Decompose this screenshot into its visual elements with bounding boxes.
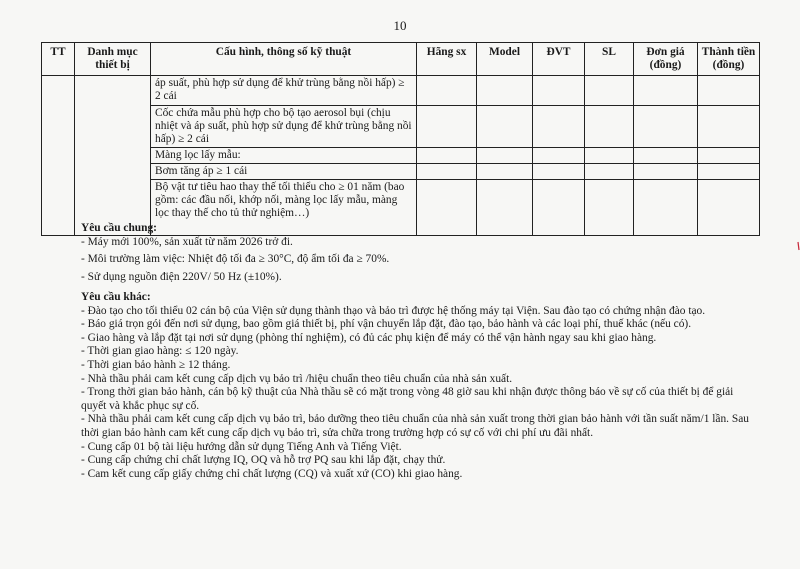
requirement-item: - Cung cấp chứng chỉ chất lượng IQ, OQ và hỗ trợ PQ sau khi lắp đặt, chạy thử. (81, 454, 446, 467)
header-total: Thành tiền (đồng) (698, 43, 760, 76)
requirement-item: - Thời gian bảo hành ≥ 12 tháng. (81, 358, 231, 371)
requirement-item: - Sử dụng nguồn điện 220V/ 50 Hz (±10%). (81, 270, 282, 283)
header-unit-price: Đơn giá (đồng) (634, 43, 698, 76)
config-cell: Bộ vật tư tiêu hao thay thế tối thiểu cho ≥ 01 năm (bao gồm: các đầu nối, khớp nối, màng lọc lấy mẫu, màng lọc thay thế cho tủ thử nghiệm…) (151, 180, 417, 236)
table-row (42, 76, 760, 106)
cell-tt (42, 76, 75, 236)
config-cell: áp suất, phù hợp sử dụng để khử trùng bằng nồi hấp) ≥ 2 cái (151, 76, 417, 106)
other-requirements-title: Yêu cầu khác: (81, 291, 151, 303)
header-manufacturer: Hãng sx (417, 43, 477, 76)
requirement-item: - Cam kết cung cấp giấy chứng chỉ chất lượng (CQ) và xuất xứ (CO) khi giao hàng. (81, 467, 463, 480)
general-requirements-title: Yêu cầu chung: (81, 222, 157, 234)
other-requirements (81, 291, 761, 481)
header-model: Model (477, 43, 533, 76)
config-cell: Bơm tăng áp ≥ 1 cái (151, 164, 417, 180)
header-category: Danh mục thiết bị (75, 43, 151, 76)
requirement-item: - Thời gian giao hàng: ≤ 120 ngày. (81, 345, 239, 358)
requirement-item: - Cung cấp 01 bộ tài liệu hướng dẫn sử dụng Tiếng Anh và Tiếng Việt. (81, 440, 402, 453)
header-quantity: SL (585, 43, 634, 76)
config-cell: Màng lọc lấy mẫu: (151, 148, 417, 164)
requirement-item: - Môi trường làm việc: Nhiệt độ tối đa ≥ 30°C, độ ẩm tối đa ≥ 70%. (81, 253, 390, 266)
requirement-item: - Máy mới 100%, sản xuất từ năm 2026 trở đi. (81, 235, 293, 248)
page-number: 10 (393, 18, 407, 33)
header-unit: ĐVT (533, 43, 585, 76)
requirement-item: - Đào tạo cho tối thiểu 02 cán bộ của Viện sử dụng thành thạo và bảo trì được hệ thống máy tại Viện. Sau đào tạo có chứng nhận đào tạo. (81, 304, 706, 317)
config-cell: Cốc chứa mẫu phù hợp cho bộ tạo aerosol bụi (chịu nhiệt và áp suất, phù hợp sử dụng để khử trùng bằng nồi hấp) ≥ 2 cái (151, 106, 417, 148)
requirement-item: - Nhà thầu phải cam kết cung cấp dịch vụ bảo trì /hiệu chuẩn theo tiêu chuẩn của nhà sản xuất. (81, 372, 513, 385)
cell-category (75, 76, 151, 236)
requirement-item: - Trong thời gian bảo hành, cán bộ kỹ thuật của Nhà thầu sẽ có mặt trong vòng 48 giờ sau khi nhận được thông báo về sự cố của thiết bị để giải quyết và khắc phục sự cố. (81, 386, 734, 412)
table-header-row (42, 43, 760, 76)
spec-table (41, 42, 760, 236)
red-seal-stamp (768, 208, 800, 284)
general-requirements (81, 222, 761, 284)
requirement-item: - Báo giá trọn gói đến nơi sử dụng, bao gồm giá thiết bị, phí vận chuyển lắp đặt, đào tạo, bảo hành và các loại phí, thuế khác (nếu có). (81, 318, 692, 331)
header-tt: TT (42, 43, 75, 76)
requirement-item: - Nhà thầu phải cam kết cung cấp dịch vụ bảo trì, bảo dưỡng theo tiêu chuẩn của nhà sản xuất trong thời gian bảo hành với tần suất năm/1 lần. Sau thời gian bảo hành cam kết cung cấp dịch vụ bảo trì, sửa chữa trong trường hợp có sự cố với chi phí ưu đãi nhất. (81, 413, 749, 439)
header-config: Cấu hình, thông số kỹ thuật (151, 43, 417, 76)
requirement-item: - Giao hàng và lắp đặt tại nơi sử dụng (phòng thí nghiệm), có đủ các phụ kiện để máy có thể vận hành ngay sau khi giao hàng. (81, 331, 657, 344)
